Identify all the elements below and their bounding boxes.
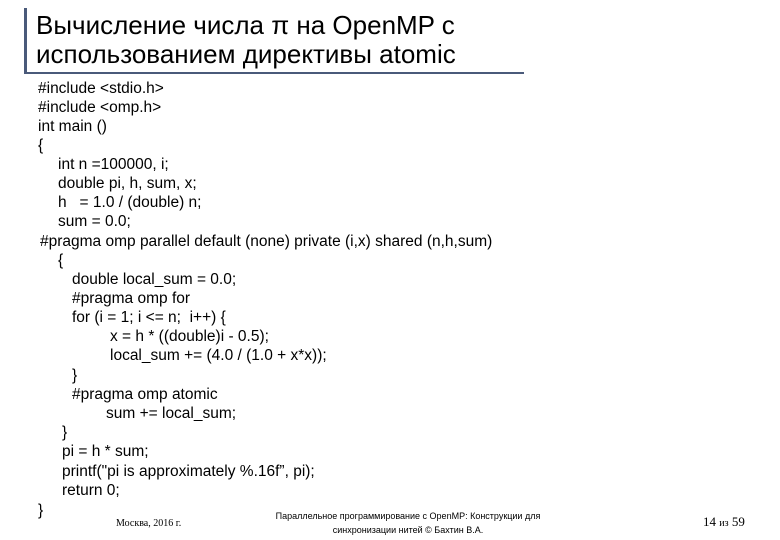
code-line: #pragma omp parallel default (none) private (i,x) shared (n,h,sum) — [40, 233, 493, 250]
code-line: double pi, h, sum, x; — [58, 175, 197, 192]
title-line-1: Вычисление числа π на OpenMP с — [36, 10, 455, 40]
page-number: 14 — [703, 514, 716, 529]
code-line: } — [62, 424, 68, 441]
page-counter — [703, 514, 745, 530]
code-line: #pragma omp for — [72, 290, 191, 307]
code-line: h = 1.0 / (double) n; — [58, 194, 202, 211]
page-separator: из — [719, 518, 729, 529]
code-line: #include <stdio.h> — [38, 80, 164, 97]
code-line: #pragma omp atomic — [72, 386, 218, 403]
page-total: 59 — [731, 514, 745, 529]
code-line: sum += local_sum; — [106, 405, 237, 422]
footer-location-date: Москва, 2016 г. — [116, 518, 182, 529]
code-line: { — [58, 252, 64, 269]
code-line: sum = 0.0; — [58, 213, 131, 230]
code-line: #include <omp.h> — [38, 99, 162, 116]
footer-course-line-1: Параллельное программирование с OpenMP: Конструкции для — [275, 511, 541, 521]
title-underline — [24, 72, 524, 74]
code-line: return 0; — [62, 482, 120, 499]
code-line: } — [72, 367, 78, 384]
code-line: for (i = 1; i <= n; i++) { — [72, 309, 226, 326]
code-line: int n =100000, i; — [58, 156, 169, 173]
slide-title — [36, 11, 456, 69]
code-line: pi = h * sum; — [62, 443, 149, 460]
code-line: int main () — [38, 118, 107, 135]
code-line: } — [38, 502, 44, 519]
footer-course-line-2: синхронизации нитей © Бахтин В.А. — [332, 525, 484, 535]
code-line: double local_sum = 0.0; — [72, 271, 237, 288]
code-line: local_sum += (4.0 / (1.0 + x*x)); — [110, 347, 327, 364]
code-line: { — [38, 137, 44, 154]
footer-course-title — [248, 509, 568, 537]
title-line-2: использованием директивы atomic — [36, 39, 456, 69]
code-line: x = h * ((double)i - 0.5); — [110, 328, 269, 345]
code-line: printf("pi is approximately %.16f”, pi); — [62, 463, 315, 480]
title-accent-bar — [24, 8, 27, 74]
